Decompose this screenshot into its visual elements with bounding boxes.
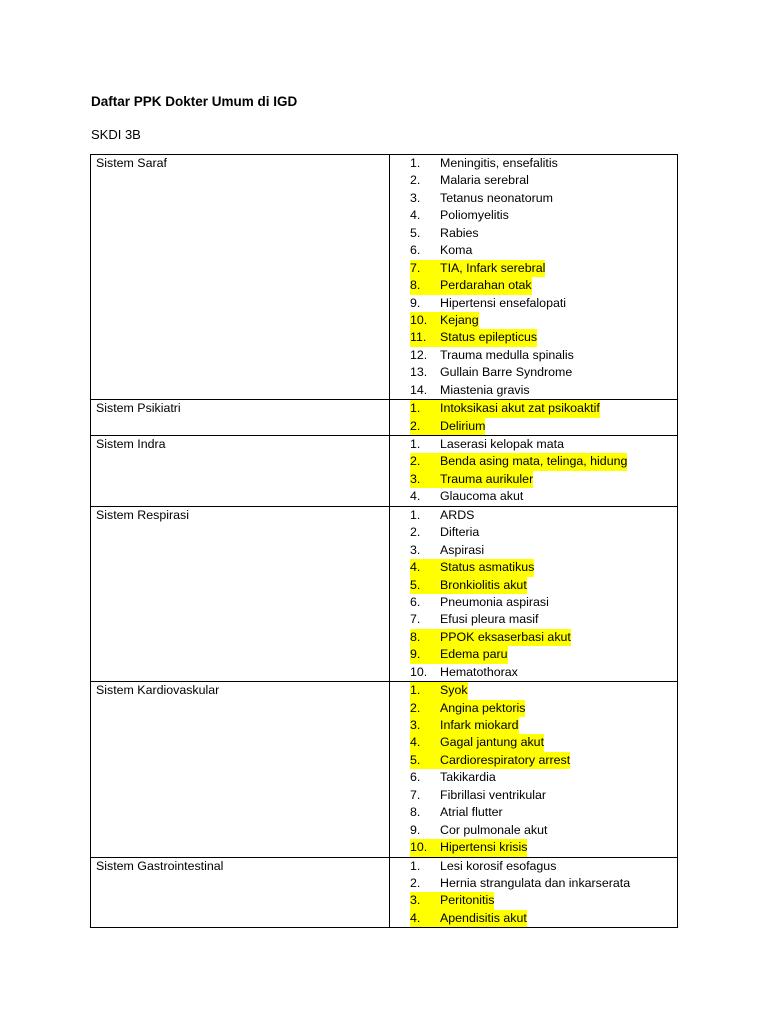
list-item-number: 3.: [410, 471, 432, 488]
list-item-number: 13.: [410, 365, 428, 380]
list-item-text: Perdarahan otak: [440, 277, 532, 294]
list-item-number: 6.: [410, 594, 421, 609]
list-item-spacer: [432, 347, 440, 364]
list-item-number: 4.: [410, 734, 432, 751]
list-item-number: 9.: [410, 646, 432, 663]
list-indent: [390, 875, 410, 892]
system-name-cell: Sistem Gastrointestinal: [91, 857, 390, 928]
list-item: [390, 347, 677, 364]
list-item: [390, 436, 677, 453]
list-item-text: PPOK eksaserbasi akut: [440, 629, 571, 646]
list-indent: [390, 700, 410, 717]
list-item: [390, 542, 677, 559]
list-item: [390, 295, 677, 312]
list-item-text: Glaucoma akut: [440, 489, 524, 504]
list-item: [390, 752, 677, 769]
list-indent: [390, 190, 410, 207]
list-indent: [390, 225, 410, 242]
list-item-text: Fibrillasi ventrikular: [440, 787, 547, 802]
list-item-number: 12.: [410, 347, 428, 362]
list-indent: [390, 804, 410, 821]
list-indent: [390, 453, 410, 470]
list-item: [390, 910, 677, 927]
list-item-spacer: [432, 910, 440, 927]
list-indent: [390, 646, 410, 663]
list-item: [390, 559, 677, 576]
list-item-number: 2.: [410, 525, 421, 540]
list-item-text: Syok: [440, 682, 468, 699]
list-item-spacer: [432, 155, 440, 172]
list-item-text: Apendisitis akut: [440, 910, 527, 927]
list-indent: [390, 752, 410, 769]
list-item: [390, 382, 677, 399]
list-indent: [390, 542, 410, 559]
list-item-number: 8.: [410, 277, 432, 294]
list-item-spacer: [432, 594, 440, 611]
list-item-number: 2.: [410, 418, 432, 435]
list-item: [390, 225, 677, 242]
list-item-text: Hipertensi ensefalopati: [440, 295, 567, 310]
list-indent: [390, 277, 410, 294]
list-item: [390, 700, 677, 717]
list-indent: [390, 329, 410, 346]
list-indent: [390, 858, 410, 875]
list-indent: [390, 418, 410, 435]
list-indent: [390, 507, 410, 524]
list-item-spacer: [432, 839, 440, 856]
list-item: [390, 858, 677, 875]
list-item-spacer: [432, 682, 440, 699]
list-item-text: Laserasi kelopak mata: [440, 437, 564, 451]
list-item-number: 4.: [410, 910, 432, 927]
list-item-spacer: [432, 542, 440, 559]
list-item: [390, 769, 677, 786]
list-item-spacer: [432, 629, 440, 646]
list-item-spacer: [432, 382, 440, 399]
list-item-number: 10.: [410, 839, 432, 856]
list-item: [390, 646, 677, 663]
list-item-text: Rabies: [440, 225, 479, 240]
list-item: [390, 312, 677, 329]
page-title: Daftar PPK Dokter Umum di IGD: [91, 94, 298, 109]
list-item: [390, 892, 677, 909]
list-indent: [390, 347, 410, 364]
condition-list-cell: [390, 155, 678, 400]
list-item: [390, 804, 677, 821]
list-item: [390, 629, 677, 646]
list-item-text: Gullain Barre Syndrome: [440, 365, 573, 380]
list-item-number: 3.: [410, 190, 421, 205]
list-item: [390, 507, 677, 524]
list-indent: [390, 910, 410, 927]
list-item-spacer: [432, 664, 440, 681]
list-item-spacer: [432, 418, 440, 435]
list-item: [390, 260, 677, 277]
list-indent: [390, 172, 410, 189]
list-indent: [390, 155, 410, 172]
list-item-text: Infark miokard: [440, 717, 519, 734]
list-item-number: 7.: [410, 612, 421, 627]
list-item-text: Koma: [440, 243, 473, 258]
list-item-text: Status asmatikus: [440, 559, 534, 576]
list-item-text: Cor pulmonale akut: [440, 822, 548, 837]
list-item-number: 10.: [410, 664, 428, 679]
list-item-number: 2.: [410, 453, 432, 470]
list-item-number: 6.: [410, 243, 421, 258]
list-item: [390, 207, 677, 224]
condition-list-cell: [390, 436, 678, 507]
list-item-spacer: [432, 329, 440, 346]
list-item-text: Efusi pleura masif: [440, 612, 539, 627]
list-item-text: Intoksikasi akut zat psikoaktif: [440, 400, 600, 417]
condition-list-cell: [390, 400, 678, 436]
list-item: [390, 822, 677, 839]
list-item-text: Aspirasi: [440, 542, 485, 557]
list-item-number: 1.: [410, 156, 421, 170]
list-item-spacer: [432, 225, 440, 242]
list-item-text: Hematothorax: [440, 664, 518, 679]
list-indent: [390, 242, 410, 259]
list-item-number: 6.: [410, 770, 421, 785]
condition-list-cell: [390, 857, 678, 928]
list-indent: [390, 892, 410, 909]
list-item-spacer: [432, 787, 440, 804]
list-item: [390, 471, 677, 488]
list-item-text: Pneumonia aspirasi: [440, 594, 549, 609]
list-item: [390, 717, 677, 734]
list-item-number: 10.: [410, 312, 432, 329]
list-item-number: 9.: [410, 822, 421, 837]
list-item-spacer: [432, 646, 440, 663]
list-item-text: Gagal jantung akut: [440, 734, 544, 751]
list-item-spacer: [432, 453, 440, 470]
list-indent: [390, 295, 410, 312]
list-item-spacer: [432, 524, 440, 541]
list-item-spacer: [432, 312, 440, 329]
list-item-spacer: [432, 804, 440, 821]
list-item-spacer: [432, 875, 440, 892]
list-item-spacer: [432, 858, 440, 875]
list-item-number: 1.: [410, 507, 421, 522]
list-indent: [390, 488, 410, 505]
page-subtitle: SKDI 3B: [91, 127, 141, 142]
list-indent: [390, 734, 410, 751]
list-item-number: 9.: [410, 295, 421, 310]
list-item-text: Benda asing mata, telinga, hidung: [440, 453, 627, 470]
list-item: [390, 839, 677, 856]
list-item-text: Bronkiolitis akut: [440, 577, 527, 594]
list-item-spacer: [432, 207, 440, 224]
system-name-cell: Sistem Psikiatri: [91, 400, 390, 436]
list-indent: [390, 559, 410, 576]
list-indent: [390, 524, 410, 541]
list-item-spacer: [432, 172, 440, 189]
list-item-spacer: [432, 190, 440, 207]
list-indent: [390, 207, 410, 224]
list-item-number: 1.: [410, 682, 432, 699]
table-row: [91, 857, 678, 928]
list-item-number: 7.: [410, 787, 421, 802]
list-item: [390, 682, 677, 699]
table-row: [91, 506, 678, 681]
list-item: [390, 875, 677, 892]
list-item-text: Hernia strangulata dan inkarserata: [440, 875, 631, 890]
condition-list-cell: [390, 506, 678, 681]
list-item-number: 5.: [410, 752, 432, 769]
list-item: [390, 190, 677, 207]
list-item-spacer: [432, 277, 440, 294]
list-indent: [390, 577, 410, 594]
list-item-text: Meningitis, ensefalitis: [440, 156, 558, 170]
list-item-spacer: [432, 611, 440, 628]
list-item: [390, 453, 677, 470]
list-item: [390, 277, 677, 294]
list-item-text: ARDS: [440, 507, 475, 522]
list-item-spacer: [432, 295, 440, 312]
list-item-text: Difteria: [440, 525, 480, 540]
list-item: [390, 577, 677, 594]
list-item-text: Cardiorespiratory arrest: [440, 752, 570, 769]
list-item-number: 8.: [410, 805, 421, 820]
list-item-number: 8.: [410, 629, 432, 646]
list-item-text: Kejang: [440, 312, 479, 329]
list-item-text: Angina pektoris: [440, 700, 525, 717]
list-item-number: 14.: [410, 382, 428, 397]
list-item-number: 3.: [410, 892, 432, 909]
table-row: [91, 682, 678, 857]
list-item-number: 1.: [410, 400, 432, 417]
list-item-number: 4.: [410, 489, 421, 504]
list-item-number: 2.: [410, 875, 421, 890]
list-item: [390, 364, 677, 381]
list-item: [390, 524, 677, 541]
list-item-number: 5.: [410, 577, 432, 594]
list-item-text: Malaria serebral: [440, 173, 529, 188]
list-item-spacer: [432, 577, 440, 594]
list-item-text: Trauma aurikuler: [440, 471, 533, 488]
list-indent: [390, 382, 410, 399]
list-indent: [390, 769, 410, 786]
list-item: [390, 242, 677, 259]
table-row: [91, 436, 678, 507]
list-indent: [390, 611, 410, 628]
list-item-number: 11.: [410, 329, 432, 346]
list-item-text: Status epilepticus: [440, 329, 537, 346]
list-item: [390, 734, 677, 751]
list-item: [390, 611, 677, 628]
system-name-cell: Sistem Indra: [91, 436, 390, 507]
list-item-number: 1.: [410, 858, 421, 873]
list-item-spacer: [432, 242, 440, 259]
list-item-number: 4.: [410, 208, 421, 223]
list-item-spacer: [432, 717, 440, 734]
list-item-text: Edema paru: [440, 646, 508, 663]
list-item-spacer: [432, 734, 440, 751]
list-item-spacer: [432, 700, 440, 717]
list-item-text: TIA, Infark serebral: [440, 260, 545, 277]
condition-list-cell: [390, 682, 678, 857]
list-item-text: Delirium: [440, 418, 485, 435]
list-indent: [390, 717, 410, 734]
list-item-text: Tetanus neonatorum: [440, 190, 553, 205]
list-item-spacer: [432, 400, 440, 417]
list-item-text: Takikardia: [440, 770, 496, 785]
list-indent: [390, 436, 410, 453]
list-item-text: Peritonitis: [440, 892, 494, 909]
list-item-spacer: [432, 436, 440, 453]
list-indent: [390, 471, 410, 488]
list-item-number: 1.: [410, 437, 421, 451]
list-indent: [390, 787, 410, 804]
system-name-cell: Sistem Respirasi: [91, 506, 390, 681]
list-item-number: 2.: [410, 700, 432, 717]
list-indent: [390, 664, 410, 681]
table-row: [91, 155, 678, 400]
list-item: [390, 664, 677, 681]
list-indent: [390, 629, 410, 646]
list-item: [390, 594, 677, 611]
ppk-table: [90, 154, 678, 928]
system-name-cell: Sistem Saraf: [91, 155, 390, 400]
list-item-spacer: [432, 769, 440, 786]
list-indent: [390, 839, 410, 856]
list-item-spacer: [432, 488, 440, 505]
list-item: [390, 172, 677, 189]
list-item: [390, 787, 677, 804]
system-name-cell: Sistem Kardiovaskular: [91, 682, 390, 857]
list-item-number: 2.: [410, 173, 421, 188]
list-item: [390, 488, 677, 505]
list-item-spacer: [432, 507, 440, 524]
list-item-text: Trauma medulla spinalis: [440, 347, 574, 362]
list-item-text: Hipertensi krisis: [440, 839, 527, 856]
list-item-spacer: [432, 364, 440, 381]
list-item-spacer: [432, 260, 440, 277]
list-item-number: 3.: [410, 717, 432, 734]
list-item-number: 3.: [410, 542, 421, 557]
list-item: [390, 329, 677, 346]
list-item-text: Lesi korosif esofagus: [440, 858, 557, 873]
list-item: [390, 400, 677, 417]
list-item-spacer: [432, 892, 440, 909]
list-item: [390, 155, 677, 172]
list-item-spacer: [432, 559, 440, 576]
list-indent: [390, 364, 410, 381]
list-indent: [390, 594, 410, 611]
list-item-text: Atrial flutter: [440, 805, 503, 820]
list-item-number: 4.: [410, 559, 432, 576]
list-item: [390, 418, 677, 435]
list-indent: [390, 682, 410, 699]
list-item-number: 5.: [410, 225, 421, 240]
list-indent: [390, 312, 410, 329]
list-indent: [390, 822, 410, 839]
list-item-number: 7.: [410, 260, 432, 277]
table-row: [91, 400, 678, 436]
list-item-spacer: [432, 752, 440, 769]
list-indent: [390, 260, 410, 277]
list-indent: [390, 400, 410, 417]
list-item-text: Poliomyelitis: [440, 208, 509, 223]
list-item-spacer: [432, 822, 440, 839]
list-item-spacer: [432, 471, 440, 488]
list-item-text: Miastenia gravis: [440, 382, 530, 397]
